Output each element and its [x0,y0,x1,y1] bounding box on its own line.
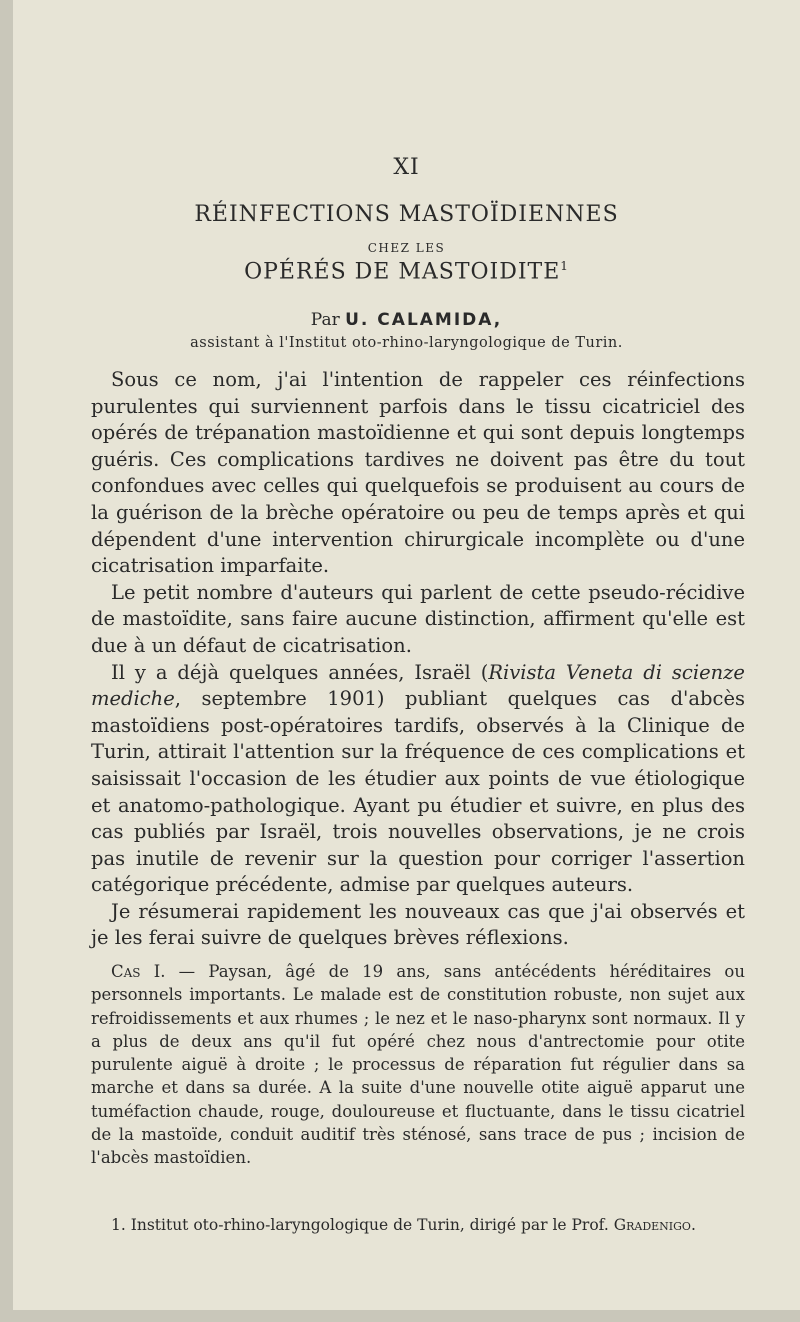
footnote-1 [91,1214,745,1236]
subtitle: CHEZ LES [367,241,446,255]
byline-prefix: Par [310,310,340,330]
case-1 [91,960,745,1170]
footnote-name: Gradenigo. [613,1216,696,1234]
footnote-text: 1. Institut oto-rhino-laryngologique de Turin, dirigé par le Prof. [111,1216,614,1234]
title-line-2 [13,259,800,284]
paragraph-3-end: , septembre 1901) publiant quelques cas d'abcès mastoïdiens post-opératoires tardifs, observés à la Clinique de Turin, attirait l'attention sur la fréquence de ces complications et saisissait l'occasion de les étudier aux points de vue étiologique et anatomo-pathologique. Ayant pu étudier et suivre, en plus des cas publiés par Israël, trois nouvelles observations, je ne crois pas inutile de revenir sur la question pour corriger l'assertion catégorique précédente, admise par quelques auteurs. [91,687,745,897]
title-line-1: RÉINFECTIONS MASTOÏDIENNES [194,202,619,227]
chapter-number: XI [393,155,420,180]
title-line-2-text: OPÉRÉS DE MASTOIDITE [244,259,561,285]
case-1-label: Cas I. [111,962,166,981]
article-body [91,367,745,952]
case-report [91,960,745,1170]
byline [13,310,800,330]
author-affiliation: assistant à l'Institut oto-rhino-laryngologique de Turin. [190,335,623,351]
book-page [13,0,800,1310]
footnote [91,1214,745,1236]
paragraph-1: Sous ce nom, j'ai l'intention de rappeler ces réinfections purulentes qui surviennent parfois dans le tissu cicatriciel des opérés de trépanation mastoïdienne et qui sont depuis longtemps guéris. Ces complications tardives ne doivent pas être du tout confondues avec celles qui quelquefois se produisent au cours de la guérison de la brèche opératoire ou peu de temps après et qui dépendent d'une intervention chirurgicale incomplète ou d'une cicatrisation imparfaite. [91,368,745,578]
paragraph-4: Je résumerai rapidement les nouveaux cas que j'ai observés et je les ferai suivre de quelques brèves réflexions. [91,899,745,950]
case-1-text: — Paysan, âgé de 19 ans, sans antécédents héréditaires ou personnels importants. Le malade est de constitution robuste, non sujet aux refroidissements et aux rhumes ; le nez et le naso-pharynx sont normaux. Il y a plus de deux ans qu'il fut opéré chez nous d'antrectomie pour otite purulente aiguë à droite ; le processus de réparation fut régulier dans sa marche et dans sa durée. A la suite d'une nouvelle otite aiguë apparut une tuméfaction chaude, rouge, douloureuse et fluctuante, dans le tissu cicatriel de la mastoïde, conduit auditif très sténosé, sans trace de pus ; incision de l'abcès mastoïdien. [91,962,745,1168]
paragraph-3-start: Il y a déjà quelques années, Israël ( [111,660,489,684]
footnote-marker: 1 [560,259,569,273]
paragraph-3 [91,660,745,899]
author-name: U. CALAMIDA, [345,310,503,330]
journal-title: Rivista Veneta di scienze mediche [91,660,745,711]
paragraph-2: Le petit nombre d'auteurs qui parlent de cette pseudo-récidive de mastoïdite, sans faire aucune distinction, affirment qu'elle est due à un défaut de cicatrisation. [91,580,745,657]
